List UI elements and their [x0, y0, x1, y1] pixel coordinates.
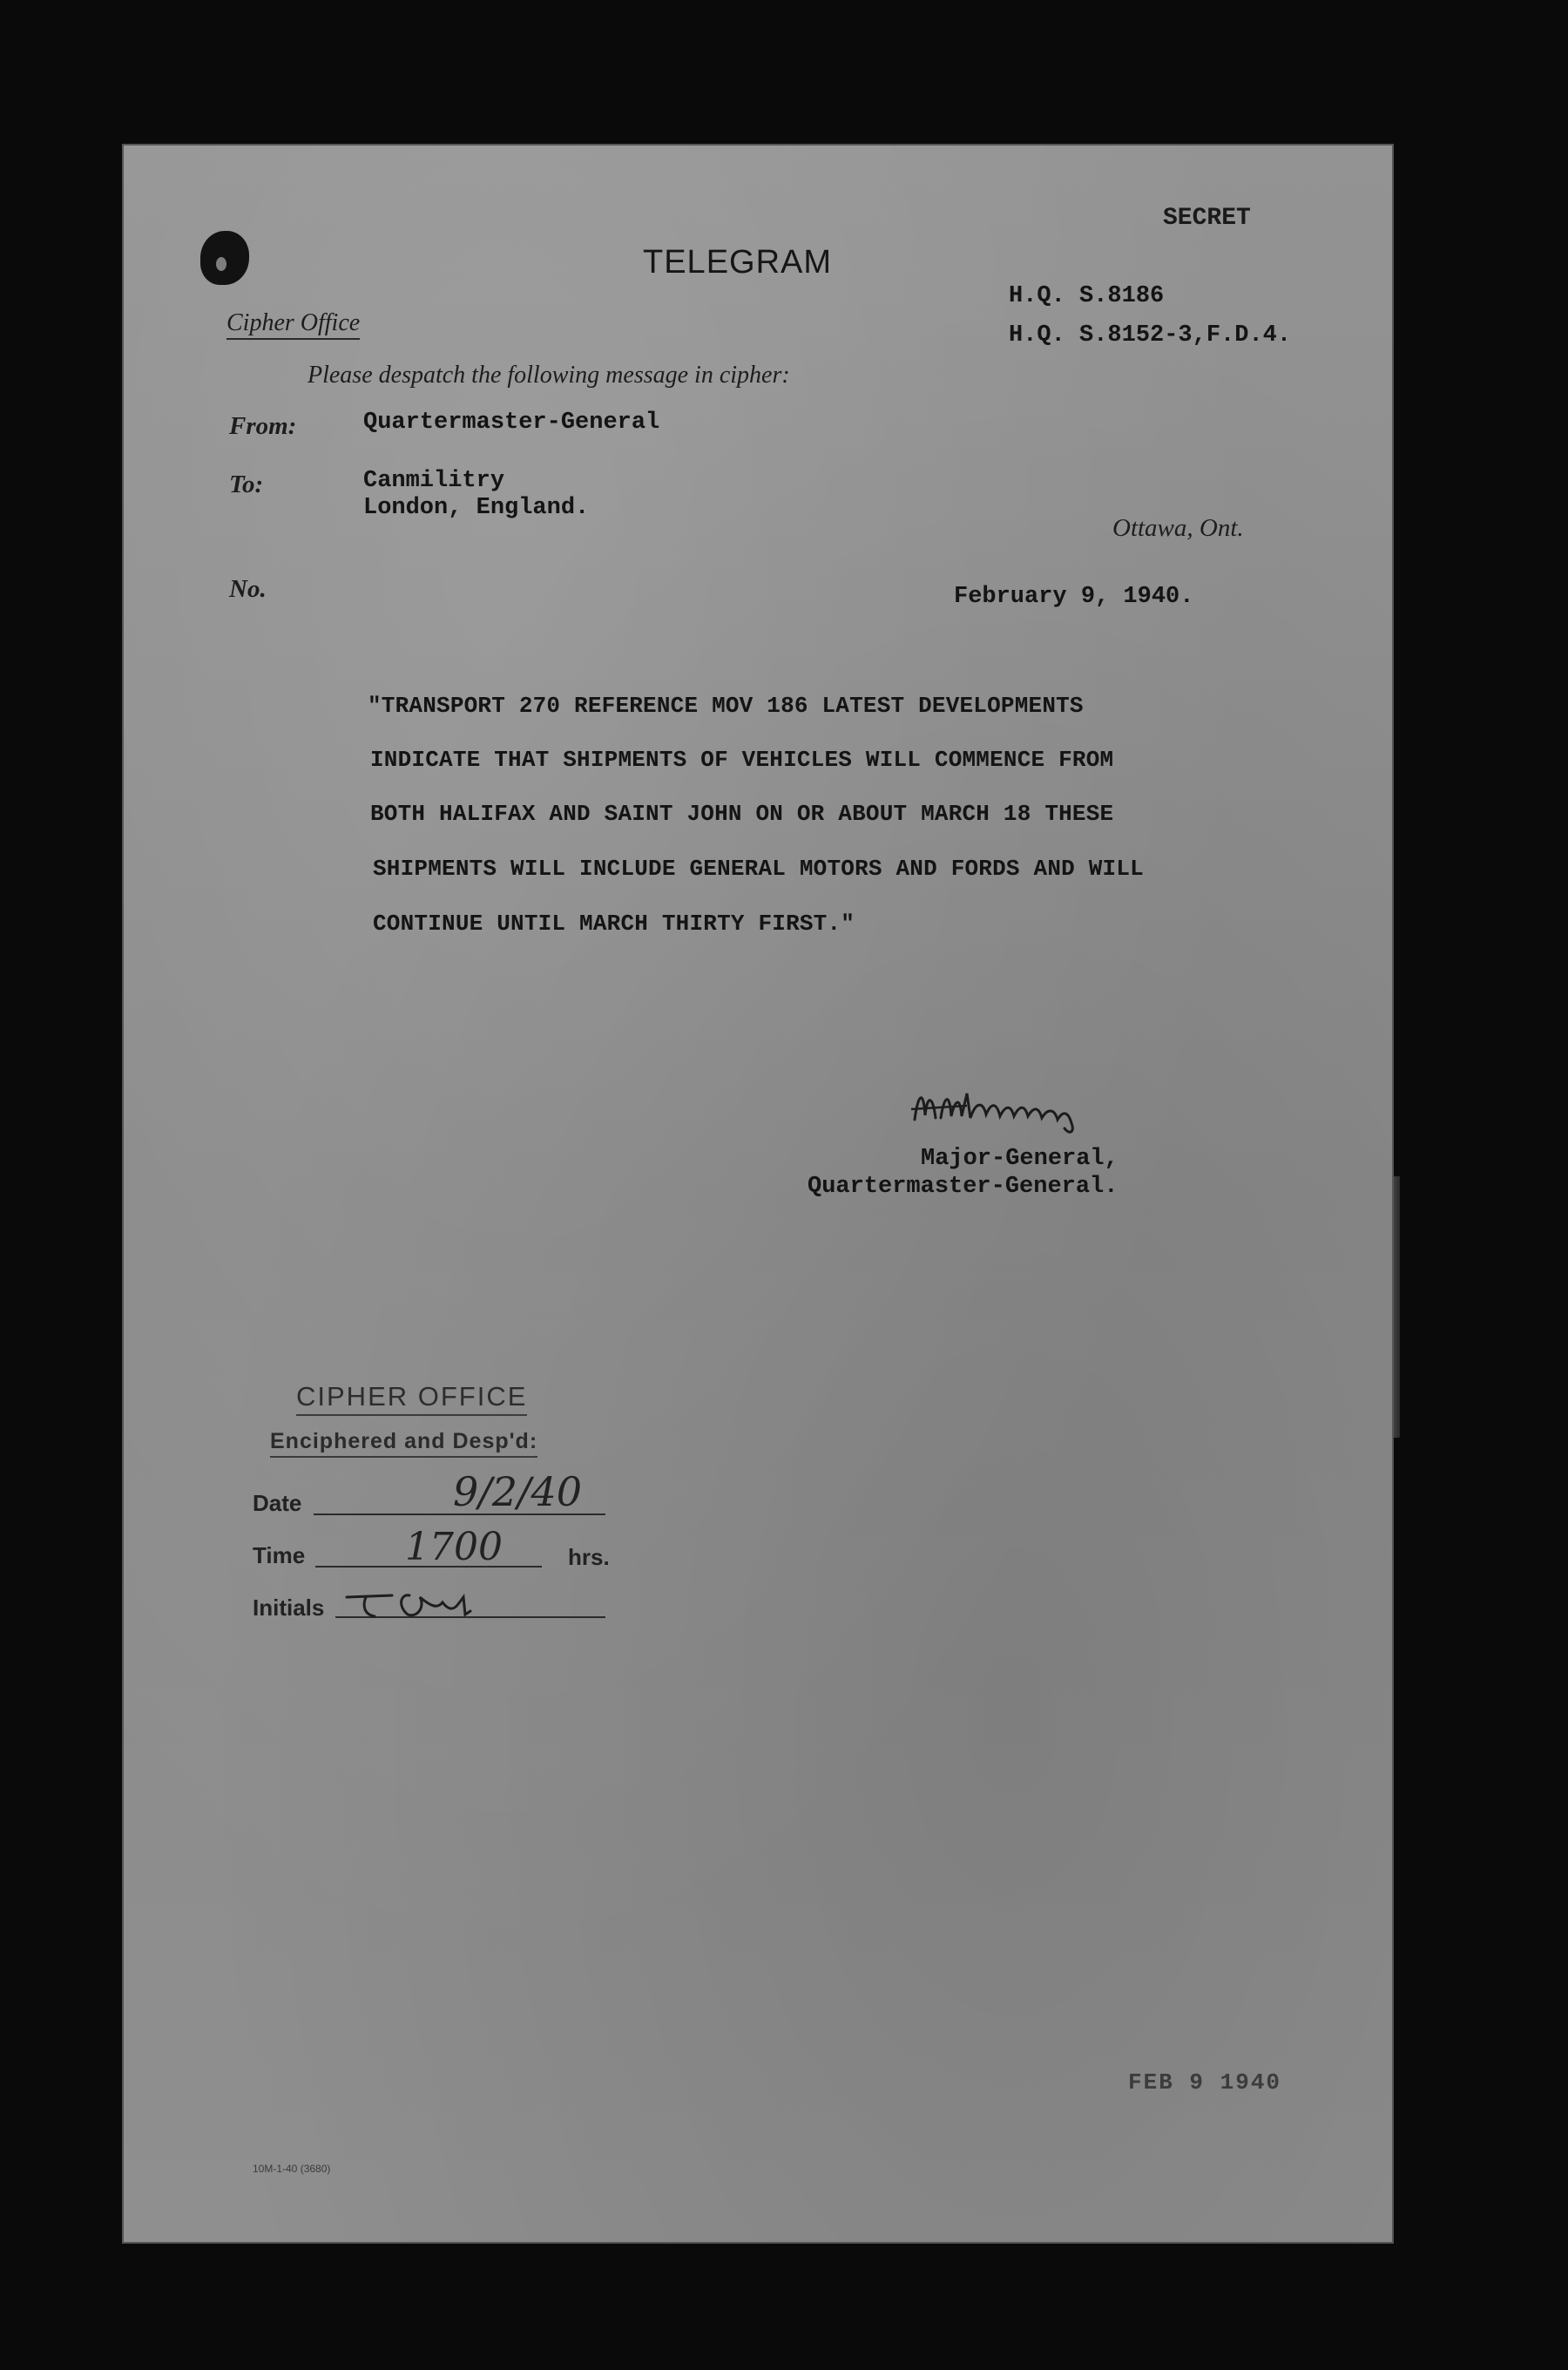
stamp-title: CIPHER OFFICE: [296, 1381, 527, 1416]
stamp-initials-label: Initials: [253, 1595, 325, 1621]
handwritten-signature: [906, 1076, 1132, 1137]
message-line-5: CONTINUE UNTIL MARCH THIRTY FIRST.": [373, 911, 855, 937]
signatory-rank: Major-General,: [921, 1146, 1119, 1172]
despatch-instruction: Please despatch the following message in cipher:: [308, 362, 790, 389]
stamp-date-label: Date: [253, 1490, 302, 1516]
number-label: No.: [229, 575, 267, 603]
to-label: To:: [229, 471, 264, 498]
to-value-line-2: London, England.: [363, 495, 590, 521]
handwritten-initials: [340, 1580, 549, 1623]
stamp-time-label: Time: [253, 1542, 306, 1568]
file-reference-1: H.Q. S.8186: [1009, 283, 1165, 309]
message-line-2: INDICATE THAT SHIPMENTS OF VEHICLES WILL COMMENCE FROM: [370, 747, 1114, 773]
from-label: From:: [229, 412, 297, 440]
punch-hole-icon: [200, 231, 249, 285]
stamp-time-value: 1700: [405, 1525, 503, 1569]
form-title: TELEGRAM: [643, 244, 833, 281]
stamp-time-unit: hrs.: [568, 1544, 610, 1570]
file-reference-2: H.Q. S.8152-3,F.D.4.: [1009, 322, 1292, 349]
message-line-3: BOTH HALIFAX AND SAINT JOHN ON OR ABOUT MARCH 18 THESE: [370, 801, 1114, 827]
origin-place: Ottawa, Ont.: [1112, 514, 1244, 542]
signatory-appointment: Quartermaster-General.: [808, 1174, 1119, 1200]
classification-stamp: SECRET: [1163, 205, 1251, 232]
cipher-office-stamp: [235, 1381, 723, 1651]
message-line-4: SHIPMENTS WILL INCLUDE GENERAL MOTORS AND FORDS AND WILL: [373, 856, 1144, 882]
to-value-line-1: Canmilitry: [363, 468, 505, 494]
from-value: Quartermaster-General: [363, 410, 660, 436]
message-line-1: "TRANSPORT 270 REFERENCE MOV 186 LATEST DEVELOPMENTS: [368, 693, 1084, 719]
received-date-stamp: FEB 9 1940: [1128, 2069, 1282, 2096]
stamp-subtitle: Enciphered and Desp'd:: [270, 1429, 537, 1458]
form-code: 10M-1-40 (3680): [253, 2163, 331, 2175]
stamp-date-value: 9/2/40: [453, 1468, 583, 1515]
telegram-sheet: [122, 144, 1394, 2244]
office-label: Cipher Office: [226, 309, 360, 340]
message-date: February 9, 1940.: [954, 584, 1194, 610]
